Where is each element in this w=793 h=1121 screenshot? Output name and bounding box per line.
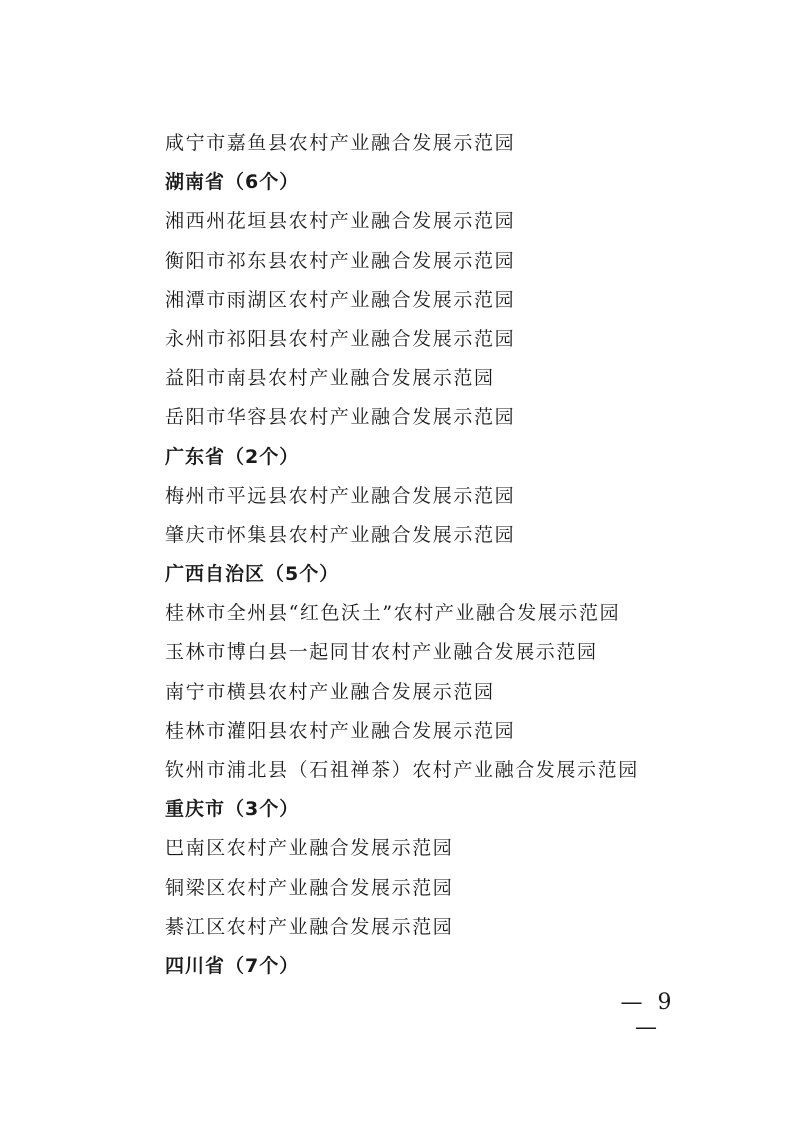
section-heading-hunan: 湖南省（6个） [165,171,300,194]
list-item: 梅州市平远县农村产业融合发展示范园 [165,484,516,507]
section-heading-guangxi: 广西自治区（5个） [165,563,340,586]
list-item: 钦州市浦北县（石祖禅茶）农村产业融合发展示范园 [165,759,639,781]
list-item: 玉林市博白县一起同甘农村产业融合发展示范园 [165,641,598,664]
list-item: 肇庆市怀集县农村产业融合发展示范园 [165,523,516,546]
section-heading-sichuan: 四川省（7个） [165,954,300,977]
list-item: 綦江区农村产业融合发展示范园 [165,915,454,938]
list-item: 衡阳市祁东县农村产业融合发展示范园 [165,249,516,272]
section-heading-chongqing: 重庆市（3个） [165,798,300,821]
list-item: 永州市祁阳县农村产业融合发展示范园 [165,327,516,350]
page-number: — 9 — [620,990,676,1040]
list-item: 湘潭市雨湖区农村产业融合发展示范园 [165,288,516,311]
list-item: 岳阳市华容县农村产业融合发展示范园 [165,406,516,429]
list-item: 益阳市南县农村产业融合发展示范园 [165,367,495,390]
section-heading-guangdong: 广东省（2个） [165,445,300,468]
list-item: 湘西州花垣县农村产业融合发展示范园 [165,210,516,233]
list-item: 咸宁市嘉鱼县农村产业融合发展示范园 [165,132,516,154]
list-item: 桂林市全州县“红色沃土”农村产业融合发展示范园 [165,602,621,625]
list-item: 南宁市横县农村产业融合发展示范园 [165,680,495,703]
document-body [165,124,685,986]
list-item: 巴南区农村产业融合发展示范园 [165,837,454,860]
list-item: 桂林市灌阳县农村产业融合发展示范园 [165,719,516,742]
list-item: 铜梁区农村产业融合发展示范园 [165,876,454,899]
